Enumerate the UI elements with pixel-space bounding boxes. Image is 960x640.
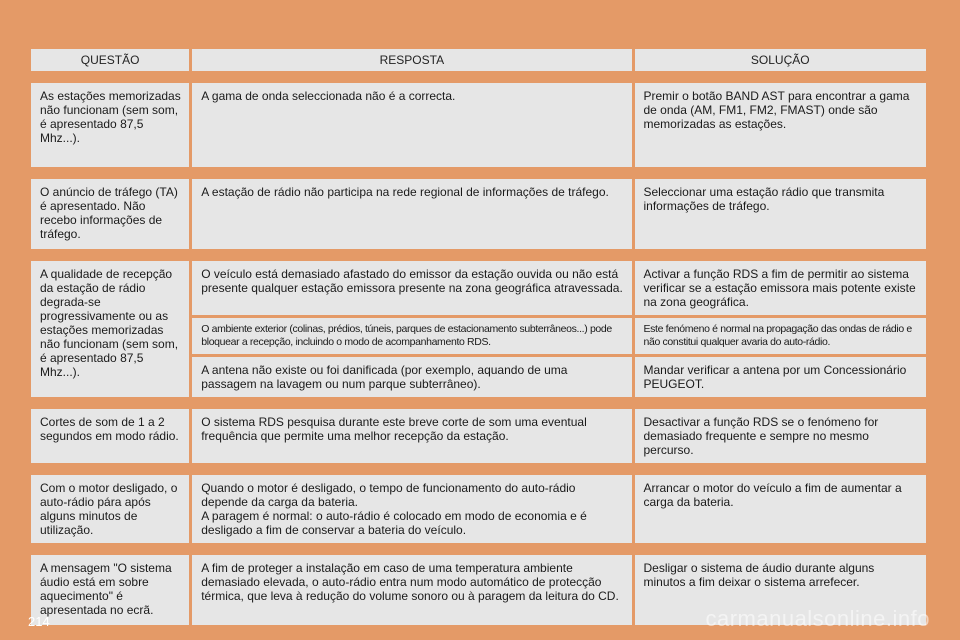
answer-cell: O sistema RDS pesquisa durante este breve corte de som uma eventual frequência que permite uma melhor recepção da estação. — [192, 409, 631, 463]
answer-cell: O ambiente exterior (colinas, prédios, túneis, parques de estacionamento subterrâneos...) pode bloquear a recepção, incluindo o modo de acompanhamento RDS. — [192, 318, 631, 354]
watermark: carmanualsonline.info — [705, 606, 930, 631]
question-cell: Cortes de som de 1 a 2 segundos em modo rádio. — [31, 409, 189, 463]
header-solution: SOLUÇÃO — [635, 49, 927, 71]
answer-line-2: A paragem é normal: o auto-rádio é colocado em modo de economia e é desligado a fim de conservar a bateria do veículo. — [201, 509, 587, 537]
page-number: 214 — [28, 614, 50, 629]
answer-cell: A gama de onda seleccionada não é a correcta. — [192, 83, 631, 167]
question-cell: A qualidade de recepção da estação de rádio degrada-se progressivamente ou as estações memorizadas não funcionam (sem som, é apresentado 87,5 Mhz...). — [31, 261, 189, 397]
header-answer: RESPOSTA — [192, 49, 631, 71]
table-row — [31, 179, 926, 249]
answer-cell: A estação de rádio não participa na rede regional de informações de tráfego. — [192, 179, 631, 249]
solution-cell: Seleccionar uma estação rádio que transmita informações de tráfego. — [635, 179, 927, 249]
solution-cell: Desligar o sistema de áudio durante alguns minutos a fim deixar o sistema arrefecer. — [635, 555, 927, 625]
answer-cell: O veículo está demasiado afastado do emissor da estação ouvida ou não está presente qualquer estação emissora presente na zona geográfica atravessada. — [192, 261, 631, 315]
answer-cell: A fim de proteger a instalação em caso de uma temperatura ambiente demasiado elevada, o auto-rádio entra num modo automático de protecção térmica, que leva à redução do volume sonoro ou à paragem da leitura do CD. — [192, 555, 631, 625]
answer-cell — [192, 475, 631, 543]
table-header-row — [31, 49, 926, 71]
table-row — [31, 83, 926, 167]
answer-cell: A antena não existe ou foi danificada (por exemplo, aquando de uma passagem na lavagem ou num parque subterrâneo). — [192, 357, 631, 397]
solution-cell: Desactivar a função RDS se o fenómeno for demasiado frequente e sempre no mesmo percurso. — [635, 409, 927, 463]
table-row — [31, 475, 926, 543]
question-cell: O anúncio de tráfego (TA) é apresentado. Não recebo informações de tráfego. — [31, 179, 189, 249]
table-row — [31, 261, 926, 315]
question-cell: Com o motor desligado, o auto-rádio pára após alguns minutos de utilização. — [31, 475, 189, 543]
answer-line-1: Quando o motor é desligado, o tempo de funcionamento do auto-rádio depende da carga da bateria. — [201, 481, 576, 509]
question-cell: A mensagem "O sistema áudio está em sobre aquecimento" é apresentada no ecrã. — [31, 555, 189, 625]
solution-cell: Activar a função RDS a fim de permitir ao sistema verificar se a estação emissora mais potente existe na zona geográfica. — [635, 261, 927, 315]
solution-cell: Mandar verificar a antena por um Concessionário PEUGEOT. — [635, 357, 927, 397]
header-question: QUESTÃO — [31, 49, 189, 71]
question-cell: As estações memorizadas não funcionam (sem som, é apresentado 87,5 Mhz...). — [31, 83, 189, 167]
solution-cell: Este fenómeno é normal na propagação das ondas de rádio e não constitui qualquer avaria do auto-rádio. — [635, 318, 927, 354]
solution-cell: Arrancar o motor do veículo a fim de aumentar a carga da bateria. — [635, 475, 927, 543]
solution-cell: Premir o botão BAND AST para encontrar a gama de onda (AM, FM1, FM2, FMAST) onde são memorizadas as estações. — [635, 83, 927, 167]
troubleshooting-table — [28, 46, 929, 628]
table-row — [31, 409, 926, 463]
